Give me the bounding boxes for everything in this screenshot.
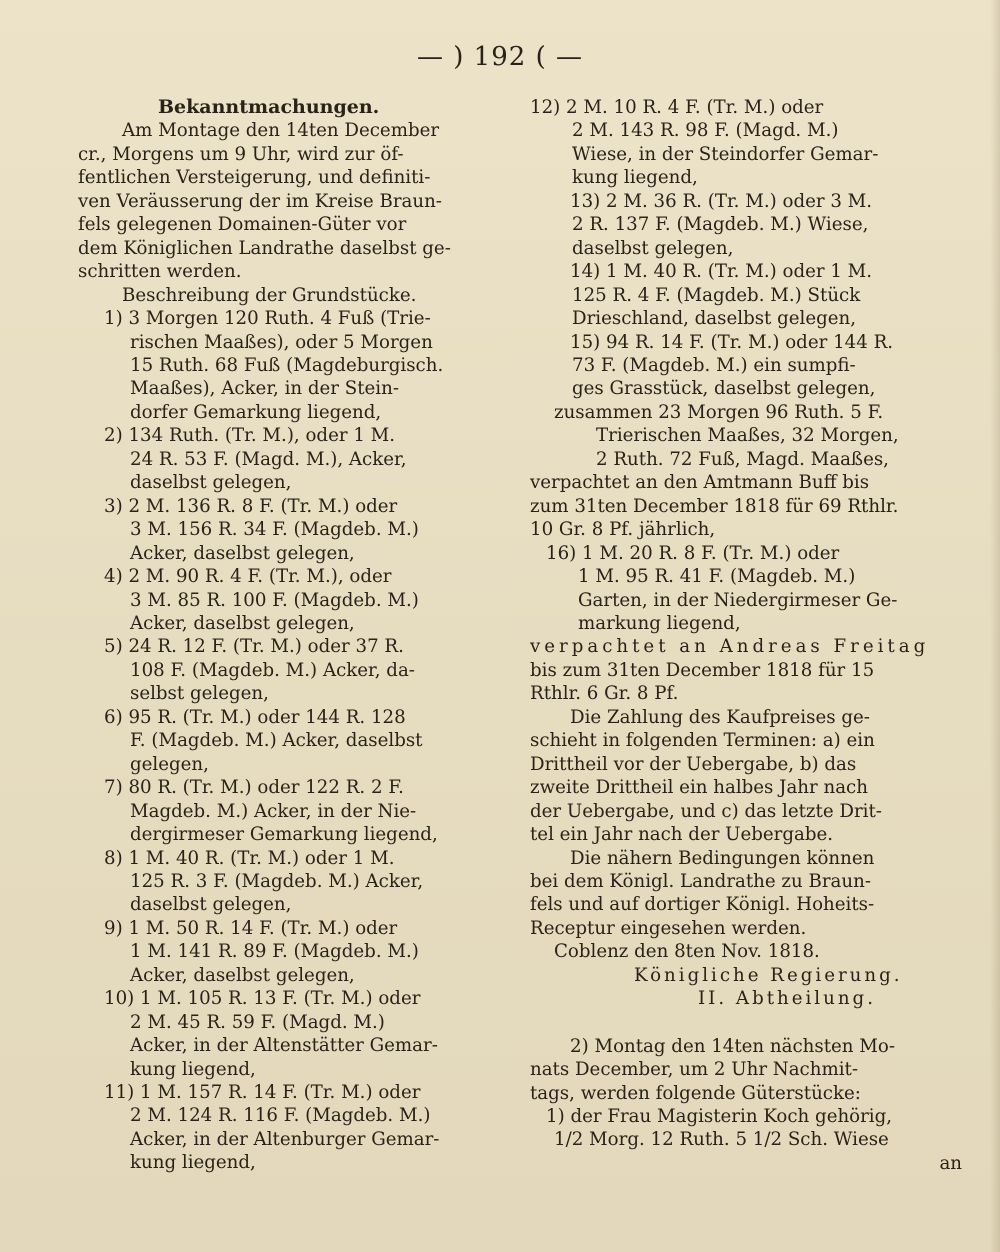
text-line: 12) 2 M. 10 R. 4 F. (Tr. M.) oder xyxy=(530,97,824,118)
text-line: zusammen 23 Morgen 96 Ruth. 5 F. xyxy=(554,401,884,423)
text-line: an xyxy=(939,1152,962,1174)
text-line: Die nähern Bedingungen können xyxy=(570,847,875,869)
text-line: 2 M. 143 R. 98 F. (Magd. M.) xyxy=(572,120,839,142)
page-number-header: — ) 192 ( — xyxy=(417,42,583,72)
text-line: markung liegend, xyxy=(578,612,741,634)
text-line: Drittheil vor der Uebergabe, b) das xyxy=(530,753,857,775)
text-line: 15 Ruth. 68 Fuß (Magdeburgisch. xyxy=(130,354,444,376)
text-line: Drieschland, daselbst gelegen, xyxy=(572,308,857,330)
text-line: daselbst gelegen, xyxy=(130,472,292,494)
text-line: tags, werden folgende Güterstücke: xyxy=(530,1082,861,1104)
text-line: bis zum 31ten December 1818 für 15 xyxy=(530,659,875,681)
text-line: 10) 1 M. 105 R. 13 F. (Tr. M.) oder xyxy=(104,988,421,1010)
text-line: kung liegend, xyxy=(130,1058,256,1080)
text-line: schieht in folgenden Terminen: a) ein xyxy=(530,730,875,752)
text-line: Acker, daselbst gelegen, xyxy=(130,542,355,564)
text-line: verpachtet an den Amtmann Buff bis xyxy=(530,472,870,494)
text-line: zweite Drittheil ein halbes Jahr nach xyxy=(530,777,868,799)
text-line: 6) 95 R. (Tr. M.) oder 144 R. 128 xyxy=(104,706,406,728)
text-line: fels gelegenen Domainen-Güter vor xyxy=(78,214,407,236)
text-line: gelegen, xyxy=(130,753,209,775)
text-line: Wiese, in der Steindorfer Gemar- xyxy=(572,143,879,165)
text-line: Rthlr. 6 Gr. 8 Pf. xyxy=(530,683,679,705)
text-line: Magdeb. M.) Acker, in der Nie- xyxy=(130,800,417,822)
text-line: fels und auf dortiger Königl. Hoheits- xyxy=(530,894,875,916)
text-line: rischen Maaßes), oder 5 Morgen xyxy=(130,331,433,353)
text-line: 3 M. 156 R. 34 F. (Magdeb. M.) xyxy=(130,519,419,541)
text-line: verpachtet an Andreas Freitag xyxy=(530,636,930,658)
right-column xyxy=(530,96,962,1175)
text-line: Garten, in der Niedergirmeser Ge- xyxy=(578,589,898,611)
text-line: 73 F. (Magdeb. M.) ein sumpfi- xyxy=(572,354,856,376)
text-line: zum 31ten December 1818 für 69 Rthlr. xyxy=(530,495,899,517)
text-line: 3) 2 M. 136 R. 8 F. (Tr. M.) oder xyxy=(104,495,398,517)
text-line: 9) 1 M. 50 R. 14 F. (Tr. M.) oder xyxy=(104,917,398,939)
text-line: Maaßes), Acker, in der Stein- xyxy=(130,378,399,400)
text-line: daselbst gelegen, xyxy=(572,237,734,259)
text-line: 2 Ruth. 72 Fuß, Magd. Maaßes, xyxy=(596,448,889,470)
text-line: nats December, um 2 Uhr Nachmit- xyxy=(530,1059,858,1081)
text-line: kung liegend, xyxy=(572,167,698,189)
text-line: 1 M. 141 R. 89 F. (Magdeb. M.) xyxy=(130,941,419,963)
text-line: 2 M. 45 R. 59 F. (Magd. M.) xyxy=(130,1011,385,1033)
text-line: 1/2 Morg. 12 Ruth. 5 1/2 Sch. Wiese xyxy=(554,1129,889,1151)
text-line: 3 M. 85 R. 100 F. (Magdeb. M.) xyxy=(130,589,419,611)
text-line: Acker, daselbst gelegen, xyxy=(130,964,355,986)
text-line: 125 R. 4 F. (Magdeb. M.) Stück xyxy=(572,284,861,306)
text-line: 13) 2 M. 36 R. (Tr. M.) oder 3 M. xyxy=(570,190,873,212)
text-line: 2 M. 124 R. 116 F. (Magdeb. M.) xyxy=(130,1105,431,1127)
text-line: 8) 1 M. 40 R. (Tr. M.) oder 1 M. xyxy=(104,847,395,869)
text-line: ven Veräusserung der im Kreise Braun- xyxy=(78,190,442,212)
text-line: 2 R. 137 F. (Magdeb. M.) Wiese, xyxy=(572,214,869,236)
text-line: ges Grasstück, daselbst gelegen, xyxy=(572,378,876,400)
text-line: 108 F. (Magdeb. M.) Acker, da- xyxy=(130,659,415,681)
text-line: der Uebergabe, und c) das letzte Drit- xyxy=(530,800,882,822)
text-line: F. (Magdeb. M.) Acker, daselbst xyxy=(130,730,423,752)
text-line: 2) 134 Ruth. (Tr. M.), oder 1 M. xyxy=(104,425,396,447)
text-line: cr., Morgens um 9 Uhr, wird zur öf- xyxy=(78,143,404,165)
text-line: Trierischen Maaßes, 32 Morgen, xyxy=(596,425,899,447)
text-line: Acker, in der Altenstätter Gemar- xyxy=(130,1035,438,1057)
text-line: schritten werden. xyxy=(78,261,242,283)
text-line: kung liegend, xyxy=(130,1152,256,1174)
text-line: Die Zahlung des Kaufpreises ge- xyxy=(570,706,870,728)
text-line: 16) 1 M. 20 R. 8 F. (Tr. M.) oder xyxy=(546,542,840,564)
text-line: bei dem Königl. Landrathe zu Braun- xyxy=(530,870,871,892)
text-line: 1 M. 95 R. 41 F. (Magdeb. M.) xyxy=(578,566,856,588)
text-line: 7) 80 R. (Tr. M.) oder 122 R. 2 F. xyxy=(104,777,404,799)
text-line: 1) 3 Morgen 120 Ruth. 4 Fuß (Trie- xyxy=(104,308,431,330)
section-heading: Bekanntmachungen. xyxy=(158,96,380,118)
text-line: selbst gelegen, xyxy=(130,683,269,705)
text-line: Receptur eingesehen werden. xyxy=(530,917,807,939)
text-line: 24 R. 53 F. (Magd. M.), Acker, xyxy=(130,448,407,470)
text-line: 125 R. 3 F. (Magdeb. M.) Acker, xyxy=(130,870,424,892)
text-line: dergirmeser Gemarkung liegend, xyxy=(130,824,438,846)
text-line: Acker, in der Altenburger Gemar- xyxy=(130,1128,440,1150)
text-line: 1) der Frau Magisterin Koch gehörig, xyxy=(546,1106,893,1128)
text-line: Beschreibung der Grundstücke. xyxy=(122,284,417,306)
text-line: dem Königlichen Landrathe daselbst ge- xyxy=(78,237,451,259)
text-line: 5) 24 R. 12 F. (Tr. M.) oder 37 R. xyxy=(104,636,404,658)
text-line: II. Abtheilung. xyxy=(698,988,876,1010)
text-line: Königliche Regierung. xyxy=(634,964,903,986)
left-column xyxy=(78,96,520,1175)
text-line: fentlichen Versteigerung, und definiti- xyxy=(78,167,431,189)
text-line: 15) 94 R. 14 F. (Tr. M.) oder 144 R. xyxy=(570,331,894,353)
text-line xyxy=(530,1011,962,1035)
page-edge-shadow xyxy=(990,0,1000,1252)
text-line: Acker, daselbst gelegen, xyxy=(130,612,355,634)
text-line: Coblenz den 8ten Nov. 1818. xyxy=(554,941,820,963)
text-line: daselbst gelegen, xyxy=(130,894,292,916)
text-line: Am Montage den 14ten December xyxy=(122,120,440,142)
text-line: 11) 1 M. 157 R. 14 F. (Tr. M.) oder xyxy=(104,1082,421,1104)
text-line: 10 Gr. 8 Pf. jährlich, xyxy=(530,519,716,541)
text-line: tel ein Jahr nach der Uebergabe. xyxy=(530,824,834,846)
text-line: dorfer Gemarkung liegend, xyxy=(130,401,382,423)
text-line: 2) Montag den 14ten nächsten Mo- xyxy=(570,1035,895,1057)
text-line: 14) 1 M. 40 R. (Tr. M.) oder 1 M. xyxy=(570,261,873,283)
text-line: 4) 2 M. 90 R. 4 F. (Tr. M.), oder xyxy=(104,566,392,588)
